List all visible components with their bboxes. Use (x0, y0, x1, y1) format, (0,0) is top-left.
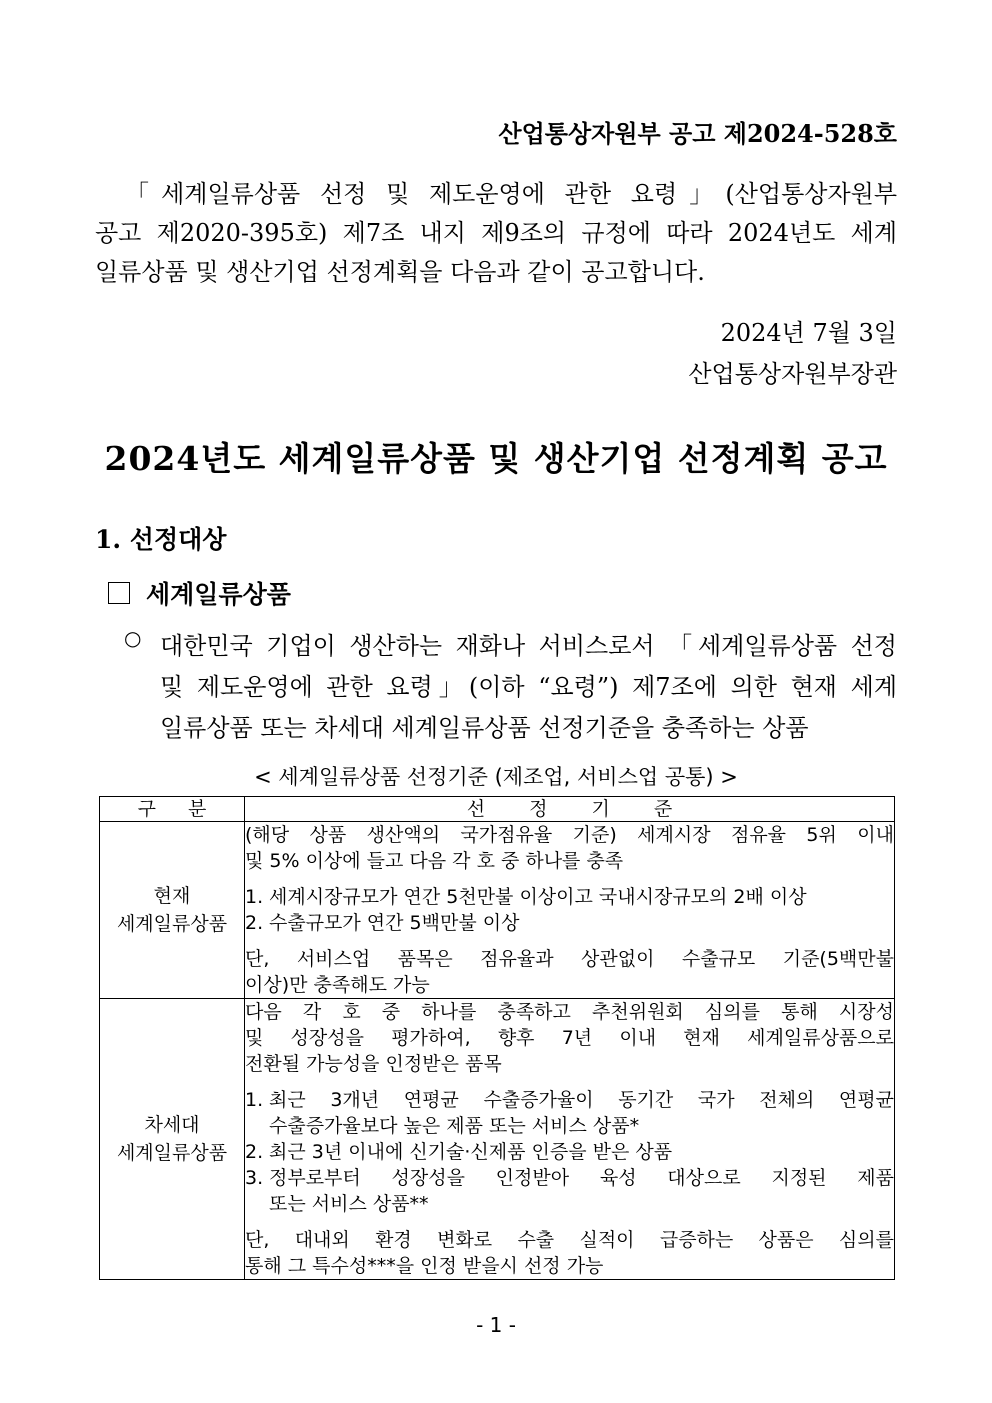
header-char: 분 (188, 798, 207, 820)
announcement-date: 2024년 7월 3일 (720, 319, 897, 347)
category-line: 차세대 (144, 1114, 200, 1136)
header-category (100, 797, 245, 822)
criteria-line: 전환될 가능성을 인정받은 품목 (245, 1053, 502, 1075)
criteria-cell (245, 999, 895, 1280)
bullet-text (160, 626, 897, 749)
note-line: 단, 대내외 환경 변화로 수출 실적이 급증하는 상품은 심의를 (245, 1229, 894, 1251)
header-criteria (245, 797, 895, 822)
subsection-label: 세계일류상품 (146, 580, 291, 609)
category-line: 세계일류상품 (116, 913, 228, 935)
square-box-icon (108, 582, 130, 604)
item-number: 2. (245, 1141, 264, 1163)
circle-bullet-icon: ○ (124, 626, 142, 650)
item-line: 또는 서비스 상품** (269, 1193, 429, 1215)
header-char: 선 (466, 798, 486, 820)
item-line: 세계시장규모가 연간 5천만불 이상이고 국내시장규모의 2배 이상 (269, 886, 807, 908)
numbered-item (245, 1087, 894, 1139)
intro-line: 「세계일류상품 선정 및 제도운영에 관한 요령」(산업통상자원부 (125, 180, 897, 208)
table-caption: < 세계일류상품 선정기준 (제조업, 서비스업 공통) > (254, 765, 738, 789)
note-line: 이상)만 충족해도 가능 (245, 974, 430, 996)
intro-paragraph (95, 175, 897, 292)
criteria-line: (해당 상품 생산액의 국가점유율 기준) 세계시장 점유율 5위 이내 (245, 824, 894, 846)
criteria-line: 다음 각 호 중 하나를 충족하고 추천위원회 심의를 통해 시장성 (245, 1001, 894, 1023)
numbered-item (245, 1139, 894, 1165)
intro-line: 일류상품 및 생산기업 선정계획을 다음과 같이 공고합니다. (95, 258, 705, 286)
note-line: 통해 그 특수성***을 인정 받을시 선정 가능 (245, 1255, 604, 1277)
item-number: 3. (245, 1167, 264, 1189)
header-char: 기 (591, 798, 610, 820)
category-line: 현재 (153, 885, 191, 907)
item-line: 수출증가율보다 높은 제품 또는 서비스 상품* (269, 1115, 640, 1137)
bullet-line: 및 제도운영에 관한 요령」(이하 “요령”) 제7조에 의한 현재 세계 (160, 673, 897, 701)
criteria-line: 및 5% 이상에 들고 다음 각 호 중 하나를 충족 (245, 850, 624, 872)
page-number: - 1 - (476, 1313, 516, 1337)
numbered-item (245, 910, 894, 936)
item-line: 수출규모가 연간 5백만불 이상 (269, 912, 520, 934)
item-number: 1. (245, 1089, 264, 1111)
numbered-item (245, 884, 894, 910)
criteria-cell (245, 822, 895, 999)
notice-number: 산업통상자원부 공고 제2024-528호 (498, 119, 897, 148)
table-row (100, 822, 895, 999)
subsection-heading (108, 575, 291, 611)
table-row (100, 999, 895, 1280)
item-number: 1. (245, 886, 264, 908)
document-title: 2024년도 세계일류상품 및 생산기업 선정계획 공고 (104, 439, 888, 478)
criteria-table (99, 796, 895, 1280)
item-line: 최근 3년 이내에 신기술·신제품 인증을 받은 상품 (269, 1141, 673, 1163)
bullet-line: 일류상품 또는 차세대 세계일류상품 선정기준을 충족하는 상품 (160, 714, 809, 742)
header-char: 정 (529, 798, 548, 820)
section-heading: 1. 선정대상 (95, 525, 227, 554)
item-number: 2. (245, 912, 264, 934)
category-cell (100, 999, 245, 1280)
table-header-row (100, 797, 895, 822)
category-cell (100, 822, 245, 999)
item-line: 정부로부터 성장성을 인정받아 육성 대상으로 지정된 제품 (269, 1167, 894, 1189)
header-char: 구 (137, 798, 156, 820)
note-line: 단, 서비스업 품목은 점유율과 상관없이 수출규모 기준(5백만불 (245, 948, 894, 970)
bullet-line: 대한민국 기업이 생산하는 재화나 서비스로서 「세계일류상품 선정 (160, 632, 897, 660)
category-line: 세계일류상품 (116, 1142, 228, 1164)
numbered-item (245, 1165, 894, 1217)
header-char: 준 (653, 798, 673, 820)
item-line: 최근 3개년 연평균 수출증가율이 동기간 국가 전체의 연평균 (269, 1089, 894, 1111)
issuer-name: 산업통상자원부장관 (688, 360, 897, 388)
criteria-line: 및 성장성을 평가하여, 향후 7년 이내 현재 세계일류상품으로 (245, 1027, 894, 1049)
intro-line: 공고 제2020-395호) 제7조 내지 제9조의 규정에 따라 2024년도 세계 (95, 219, 897, 247)
